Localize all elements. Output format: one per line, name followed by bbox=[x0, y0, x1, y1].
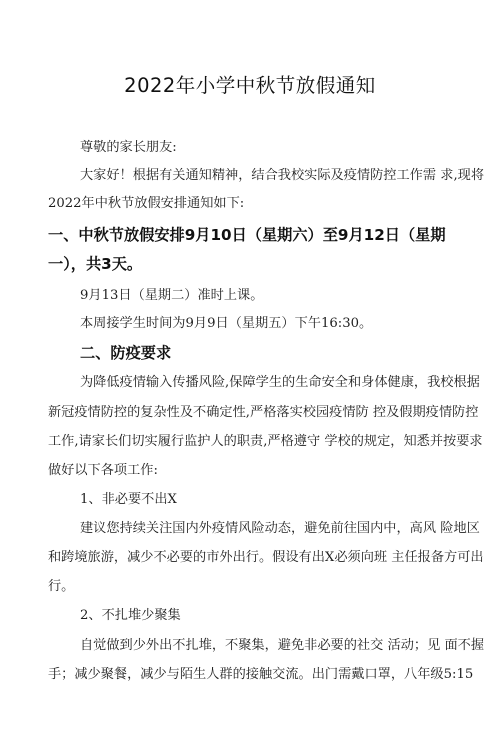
item1-title: 1、非必要不出X bbox=[80, 492, 177, 507]
item2-line-2: 手；减少聚餐，减少与陌生人群的接触交流。出门需戴口罩，八年级5:15 bbox=[48, 667, 474, 682]
section2-paragraph-line-3: 工作,请家长们切实履行监护人的职责,严格遵守 学校的规定，知悉并按要求 bbox=[48, 434, 483, 449]
section1-heading-line-1: 一、中秋节放假安排9月10日（星期六）至9月12日（星期 bbox=[48, 226, 446, 244]
item2-line-1: 自觉做到少外出不扎堆，不聚集，避免非必要的社交 活动；见 面不握 bbox=[80, 638, 485, 653]
section1-line-2: 本周接学生时间为9月9日（星期五）下午16:30。 bbox=[80, 316, 373, 331]
intro-line-2: 2022年中秋节放假安排通知如下: bbox=[48, 196, 245, 211]
section1-line-1: 9月13日（星期二）准时上课。 bbox=[80, 288, 264, 303]
intro-line-1: 大家好！根据有关通知精神，结合我校实际及疫情防控工作需 求,现将 bbox=[80, 168, 485, 183]
section1-heading-line-2: 一），共3天。 bbox=[48, 255, 143, 273]
section2-paragraph-line-1: 为降低疫情输入传播风险,保障学生的生命安全和身体健康，我校根据 bbox=[80, 375, 480, 390]
item2-title: 2、不扎堆少聚集 bbox=[80, 608, 181, 623]
section2-paragraph-line-2: 新冠疫情防控的复杂性及不确定性,严格落实校园疫情防 控及假期疫情防控 bbox=[48, 405, 479, 420]
item1-line-3: 行。 bbox=[48, 579, 75, 594]
section2-paragraph-line-4: 做好以下各项工作: bbox=[48, 463, 158, 478]
item1-line-1: 建议您持续关注国内外疫情风险动态，避免前往国内中，高风 险地区 bbox=[80, 521, 480, 536]
item1-line-2: 和跨境旅游，减少不必要的市外出行。假设有出X必须向班 主任报备方可出 bbox=[48, 550, 484, 565]
salutation: 尊敬的家长朋友: bbox=[80, 140, 177, 155]
document-title: 2022年小学中秋节放假通知 bbox=[124, 74, 376, 97]
section2-heading: 二、防疫要求 bbox=[80, 344, 172, 362]
